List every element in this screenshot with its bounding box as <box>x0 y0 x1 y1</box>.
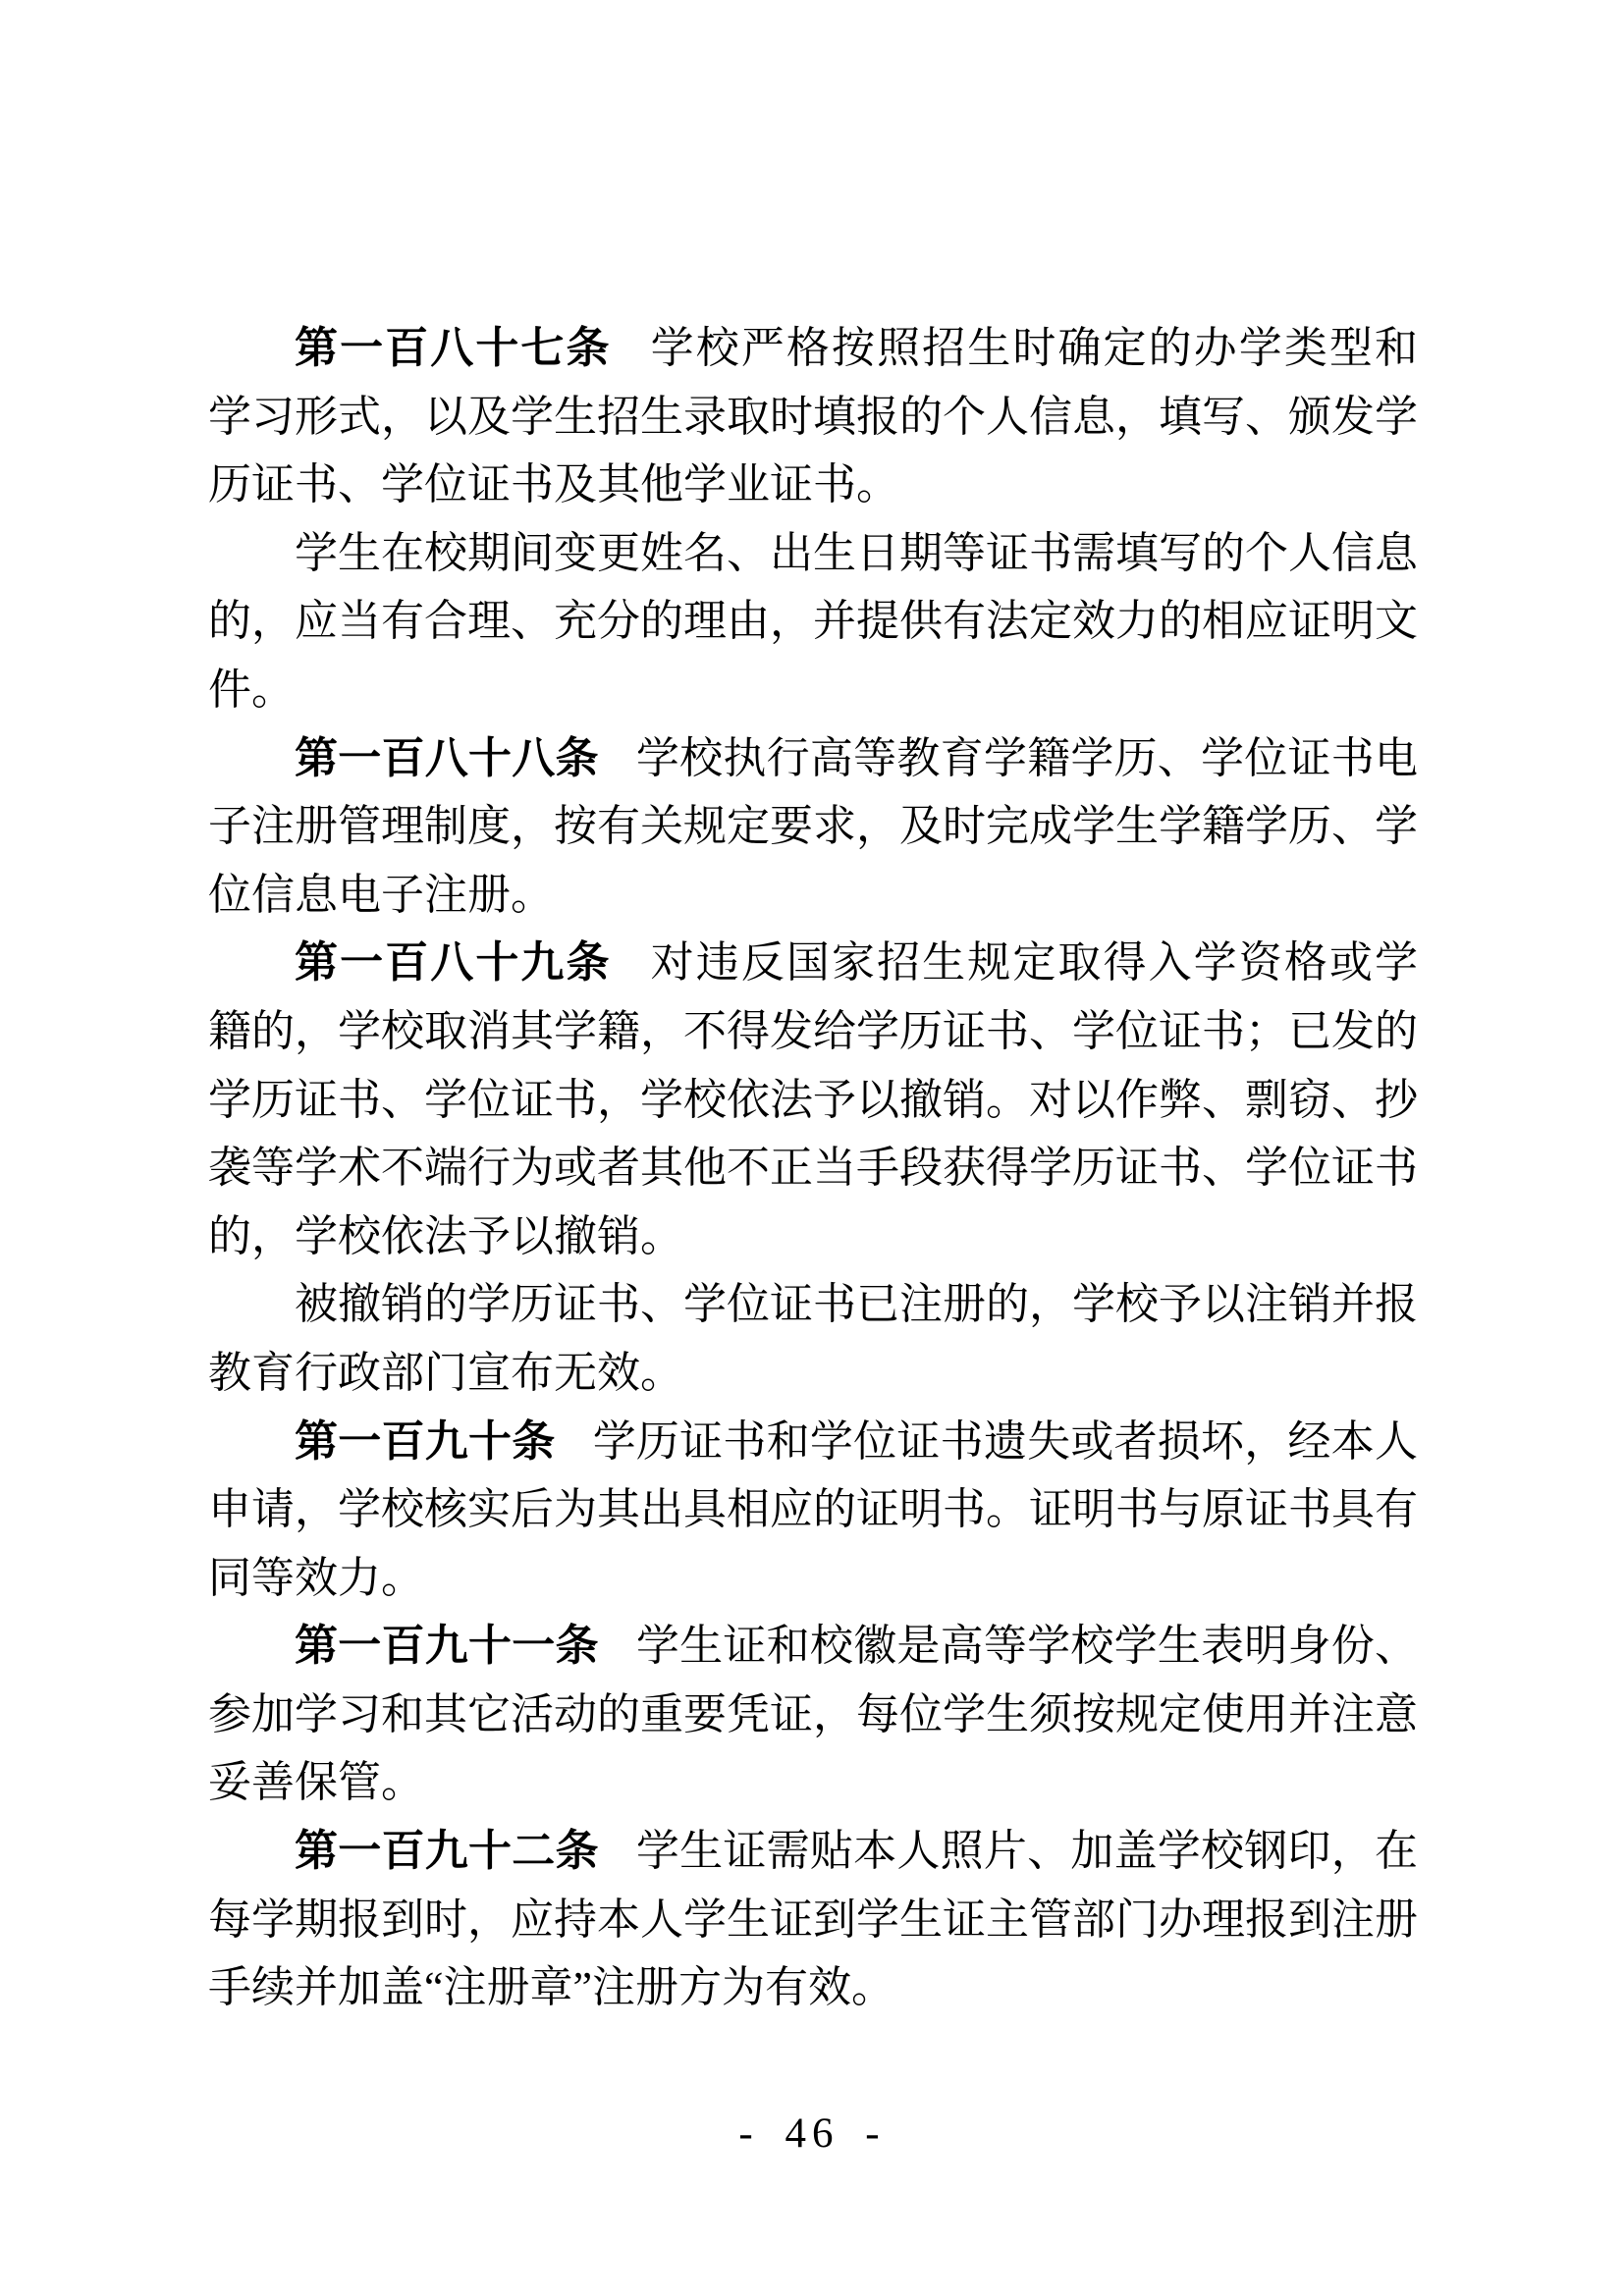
paragraph <box>208 929 1418 1270</box>
text-line: 第一百八十九条 对违反国家招生规定取得入学资格或学 <box>295 938 1419 988</box>
text-line: 历证书、学位证书及其他学业证书。 <box>208 460 899 509</box>
text-line: 每学期报到时，应持本人学生证到学生证主管部门办理报到注册 <box>208 1895 1418 1944</box>
text-line: 学历证书、学位证书，学校依法予以撤销。对以作弊、剽窃、抄 <box>208 1075 1418 1124</box>
text-line: 件。 <box>208 665 295 714</box>
text-line: 妥善保管。 <box>208 1758 424 1807</box>
article-number: 第一百九十二条 <box>295 1827 599 1876</box>
text-line: 学习形式，以及学生招生录取时填报的个人信息，填写、颁发学 <box>208 392 1418 441</box>
text-line: 参加学习和其它活动的重要凭证，每位学生须按规定使用并注意 <box>208 1689 1418 1738</box>
text-line: 第一百八十八条 学校执行高等教育学籍学历、学位证书电 <box>295 733 1419 782</box>
paragraph <box>208 314 1418 519</box>
text-line: 第一百九十条 学历证书和学位证书遗失或者损坏，经本人 <box>295 1416 1419 1466</box>
paragraph <box>208 519 1418 724</box>
paragraph <box>208 724 1418 930</box>
document-body <box>208 314 1418 2022</box>
text-line: 同等效力。 <box>208 1553 424 1602</box>
article-number: 第一百九十条 <box>295 1416 556 1466</box>
article-number: 第一百八十九条 <box>295 938 612 988</box>
text-line: 第一百九十一条 学生证和校徽是高等学校学生表明身份、 <box>295 1622 1419 1671</box>
text-line: 子注册管理制度，按有关规定要求，及时完成学生学籍学历、学 <box>208 802 1418 851</box>
paragraph <box>208 1612 1418 1817</box>
text-line: 第一百九十二条 学生证需贴本人照片、加盖学校钢印，在 <box>295 1827 1419 1876</box>
text-line: 第一百八十七条 学校严格按照招生时确定的办学类型和 <box>295 324 1419 372</box>
text-line: 位信息电子注册。 <box>208 870 554 919</box>
text-line: 手续并加盖“注册章”注册方为有效。 <box>208 1963 895 2012</box>
text-line: 的，学校依法予以撤销。 <box>208 1211 683 1260</box>
text-line: 申请，学校核实后为其出具相应的证明书。证明书与原证书具有 <box>208 1485 1418 1534</box>
text-line: 学生在校期间变更姓名、出生日期等证书需填写的个人信息 <box>295 528 1418 577</box>
article-number: 第一百八十八条 <box>295 733 599 782</box>
article-number: 第一百九十一条 <box>295 1622 599 1671</box>
article-number: 第一百八十七条 <box>295 324 612 372</box>
text-line: 的，应当有合理、充分的理由，并提供有法定效力的相应证明文 <box>208 597 1418 646</box>
page-number: - 46 - <box>738 2110 886 2157</box>
text-line: 被撤销的学历证书、学位证书已注册的，学校予以注销并报 <box>295 1280 1418 1329</box>
paragraph <box>208 1408 1418 1613</box>
text-line: 教育行政部门宣布无效。 <box>208 1348 683 1397</box>
text-line: 籍的，学校取消其学籍，不得发给学历证书、学位证书；已发的 <box>208 1006 1418 1055</box>
text-line: 袭等学术不端行为或者其他不正当手段获得学历证书、学位证书 <box>208 1144 1418 1193</box>
paragraph <box>208 1817 1418 2022</box>
paragraph <box>208 1270 1418 1407</box>
